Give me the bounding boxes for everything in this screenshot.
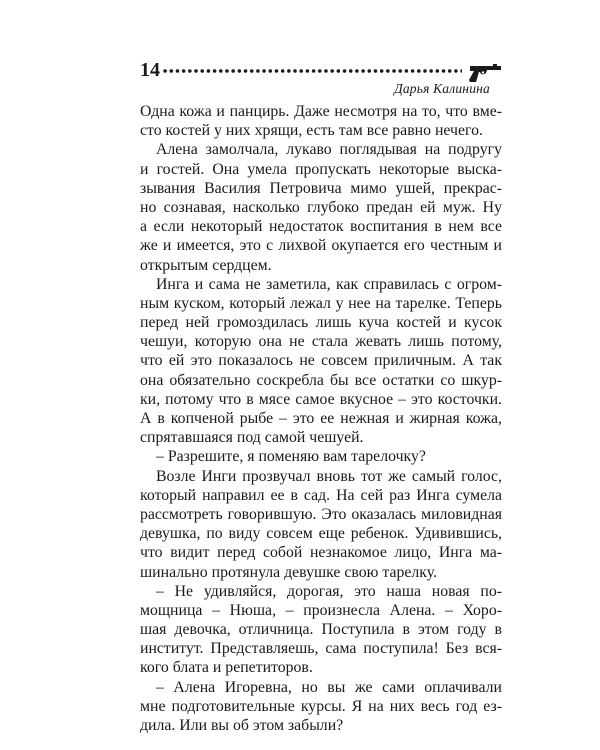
text-line: кого блата и репетиторов. — [140, 659, 313, 677]
text-line: который направил ее в сад. На сей раз Инга сумела — [140, 486, 502, 504]
text-line: рассмотреть говорившую. Это оказалась миловидная — [140, 505, 502, 523]
text-line: – Не удивляйся, дорогая, это наша новая по- — [156, 582, 502, 600]
text-line: шая девочка, отличница. Поступила в этом году в — [140, 621, 502, 639]
text-line: она обязательно соскребла бы все остатки со шкур- — [140, 371, 502, 389]
text-line: ки, потому что в мясе самое вкусное – это косточки. — [140, 390, 502, 408]
text-line: – Алена Игоревна, но вы же сами оплачивали — [156, 678, 502, 696]
text-line: институт. Представляешь, сама поступила! Без вся- — [140, 640, 502, 658]
text-line: мне подготовительные курсы. Я на них весь год ез- — [140, 697, 502, 715]
text-line: спрятавшаяся под самой чешуей. — [140, 429, 364, 447]
page-header — [140, 60, 502, 96]
text-line: шинально протянула девушке свою тарелку. — [140, 563, 438, 581]
page-number: 14 — [140, 59, 160, 81]
text-line: А в копченой рыбе – это ее нежная и жирная кожа, — [140, 410, 502, 427]
text-line: Возле Инги прозвучал вновь тот же самый голос, — [156, 467, 502, 485]
text-line: Алена замолчала, лукаво поглядывая на подругу — [156, 141, 502, 159]
text-line: сто костей у них хрящи, есть там все равно нечего. — [140, 122, 483, 140]
text-line: но сознавая, насколько глубоко предан ей муж. Ну — [140, 198, 502, 216]
text-line: – Разрешите, я поменяю вам тарелочку? — [156, 448, 426, 466]
text-line: перед ней громоздилась лишь куча костей и кусок — [140, 314, 502, 332]
text-line: девушка, по виду совсем еще ребенок. Удивившись, — [140, 525, 502, 543]
text-line: зывания Василия Петровича мимо ушей, прекрас- — [140, 179, 502, 197]
text-line: чешуи, которую она не стала жевать лишь потому, — [140, 333, 502, 351]
text-line: Инга и сама не заметила, как справилась с огром- — [156, 275, 502, 293]
dotted-rule — [162, 68, 462, 74]
text-line: открытым сердцем. — [140, 256, 272, 274]
text-line: дила. Или вы об этом забыли? — [140, 717, 344, 734]
body-text — [140, 102, 502, 735]
text-line: а если некоторый недостаток воспитания в нем все — [140, 218, 502, 236]
text-line: мощница – Нюша, – произнесла Алена. – Хоро- — [140, 601, 502, 619]
text-line: что ей это показалось не совсем приличным. А так — [140, 352, 502, 370]
text-line: что видит перед собой незнакомое лицо, Инга ма- — [140, 544, 502, 562]
text-line: ным куском, который лежал у нее на тарелке. Теперь — [140, 294, 502, 312]
text-line: же и имеется, это с лихвой окупается его честным и — [140, 237, 502, 255]
running-title: Дарья Калинина — [394, 81, 490, 96]
text-line: и гостей. Она умела пропускать некоторые выска- — [140, 160, 502, 178]
text-line: Одна кожа и панцирь. Даже несмотря на то, что вме- — [140, 103, 502, 120]
